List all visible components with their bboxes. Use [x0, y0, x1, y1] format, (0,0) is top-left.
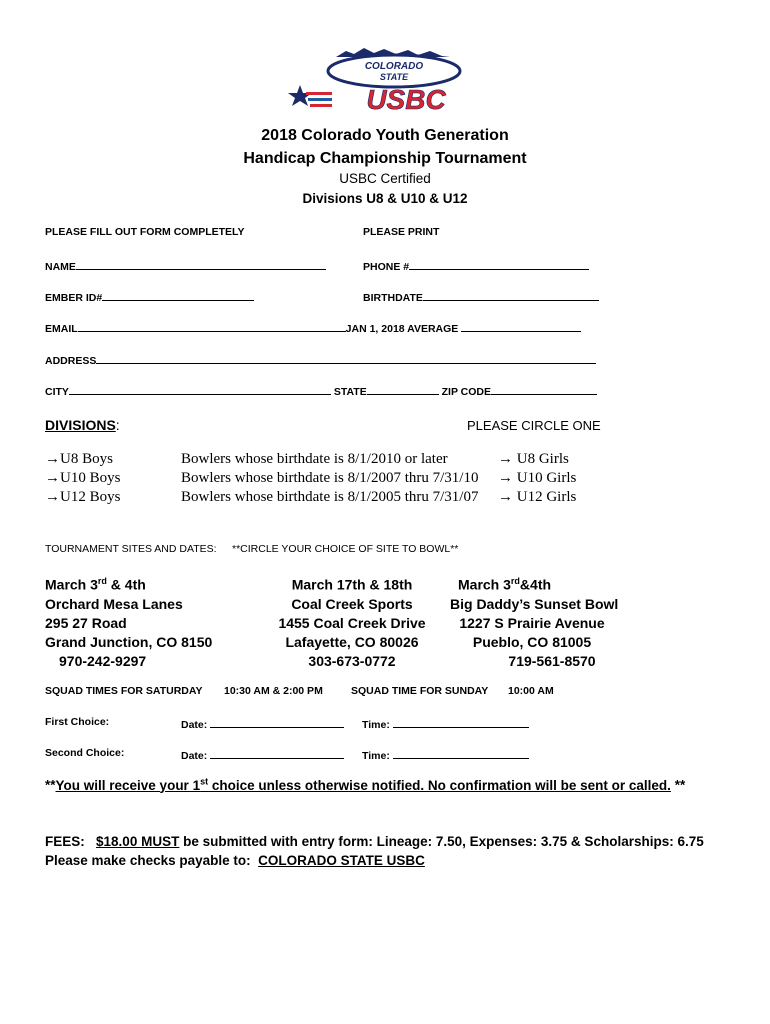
state-label: STATE — [333, 386, 367, 398]
address-field[interactable] — [45, 352, 596, 367]
phone-field[interactable] — [363, 258, 589, 273]
logo-graphic — [284, 45, 484, 113]
second-choice-time-field[interactable] — [362, 747, 529, 762]
site-date-2: March 3rd&4th — [458, 576, 552, 593]
division-boys-0: →U8 Boys — [45, 451, 113, 467]
star-icon — [288, 85, 312, 106]
site-venue-0: Orchard Mesa Lanes — [45, 595, 183, 612]
zip-label: ZIP CODE — [441, 386, 492, 398]
second-time-line[interactable] — [393, 747, 529, 759]
division-boys-2: →U12 Boys — [45, 489, 121, 505]
first-date-label: Date: — [181, 719, 208, 731]
logo-brand: USBC — [366, 84, 446, 113]
phone-line[interactable] — [409, 258, 589, 270]
saturday-squad-times: 10:30 AM & 2:00 PM — [224, 685, 323, 697]
payable-line — [45, 853, 425, 868]
site-date-1: March 17th & 18th — [291, 576, 413, 593]
name-label: NAME — [45, 261, 76, 273]
site-street-2: 1227 S Prairie Avenue — [459, 614, 605, 631]
second-choice-label: Second Choice: — [45, 747, 125, 759]
site-phone-1: 303-673-0772 — [308, 652, 396, 669]
title-line1: 2018 Colorado Youth Generation — [261, 127, 509, 144]
confirmation-notice: **You will receive your 1st choice unless otherwise notified. No confirmation will be sent or called. ** — [45, 776, 686, 793]
sunday-squad-label: SQUAD TIME FOR SUNDAY — [351, 685, 489, 697]
circle-one-text: PLEASE CIRCLE ONE — [467, 418, 601, 433]
fees-line — [45, 834, 704, 849]
sites-label: TOURNAMENT SITES AND DATES: — [45, 543, 217, 555]
zip-line[interactable] — [491, 383, 597, 395]
second-time-label: Time: — [362, 750, 390, 762]
address-line[interactable] — [96, 352, 596, 364]
fees-amount: $18.00 MUST — [96, 834, 180, 849]
site-phone-0: 970-242-9297 — [59, 652, 147, 669]
division-girls-2: → U12 Girls — [498, 489, 577, 505]
site-column-2 — [450, 572, 619, 671]
divisions-subtitle: Divisions U8 & U10 & U12 — [302, 191, 468, 206]
city-line[interactable] — [69, 383, 331, 395]
address-label: ADDRESS — [45, 355, 97, 367]
name-field[interactable] — [45, 258, 326, 273]
member-id-line[interactable] — [102, 289, 254, 301]
division-desc-1: Bowlers whose birthdate is 8/1/2007 thru 7/31/10 — [181, 470, 479, 486]
divisions-heading-text: DIVISIONS — [45, 417, 116, 433]
sites-circle-instruction: **CIRCLE YOUR CHOICE OF SITE TO BOWL** — [232, 543, 459, 555]
payable-label: Please make checks payable to: — [45, 853, 251, 868]
site-city-0: Grand Junction, CO 8150 — [45, 633, 213, 650]
site-venue-1: Coal Creek Sports — [291, 595, 413, 612]
email-label: EMAIL — [45, 323, 78, 335]
city-field[interactable] — [45, 383, 597, 398]
site-date-0: March 3rd & 4th — [45, 576, 146, 593]
division-girls-0: → U8 Girls — [498, 451, 569, 467]
average-label: JAN 1, 2018 AVERAGE — [345, 323, 459, 335]
site-venue-2: Big Daddy’s Sunset Bowl — [450, 595, 619, 612]
divisions-heading-colon: : — [115, 417, 120, 433]
site-column-0 — [45, 572, 212, 671]
second-date-label: Date: — [181, 750, 208, 762]
second-date-line[interactable] — [210, 747, 344, 759]
first-time-line[interactable] — [393, 716, 529, 728]
birthdate-label: BIRTHDATE — [363, 292, 423, 304]
payee-name: COLORADO STATE USBC — [258, 853, 425, 868]
site-street-1: 1455 Coal Creek Drive — [278, 614, 426, 631]
divisions-heading — [45, 417, 120, 433]
state-line[interactable] — [367, 383, 439, 395]
title-line2: Handicap Championship Tournament — [243, 150, 527, 167]
logo-line2: STATE — [379, 72, 409, 82]
print-instruction: PLEASE PRINT — [363, 226, 440, 238]
first-choice-time-field[interactable] — [362, 716, 529, 731]
fees-label: FEES: — [45, 834, 85, 849]
fees-rest: be submitted with entry form: Lineage: 7.50, Expenses: 3.75 & Scholarships: 6.75 — [179, 834, 704, 849]
site-phone-2: 719-561-8570 — [508, 652, 596, 669]
logo-line1: COLORADO — [364, 61, 424, 72]
site-street-0: 295 27 Road — [45, 614, 127, 631]
division-boys-1: →U10 Boys — [45, 470, 121, 486]
email-line[interactable] — [78, 320, 346, 332]
first-date-line[interactable] — [210, 716, 344, 728]
division-desc-0: Bowlers whose birthdate is 8/1/2010 or later — [181, 451, 448, 467]
birthdate-field[interactable] — [363, 289, 599, 304]
division-girls-1: → U10 Girls — [498, 470, 577, 486]
division-desc-2: Bowlers whose birthdate is 8/1/2005 thru 7/31/07 — [181, 489, 479, 505]
first-choice-label: First Choice: — [45, 716, 110, 728]
sunday-squad-time: 10:00 AM — [508, 685, 554, 697]
site-city-1: Lafayette, CO 80026 — [285, 633, 419, 650]
saturday-squad-label: SQUAD TIMES FOR SATURDAY — [45, 685, 203, 697]
average-line[interactable] — [461, 320, 581, 332]
first-time-label: Time: — [362, 719, 390, 731]
fill-out-instruction: PLEASE FILL OUT FORM COMPLETELY — [45, 226, 245, 238]
birthdate-line[interactable] — [423, 289, 599, 301]
email-field[interactable] — [45, 320, 581, 335]
site-column-1 — [276, 572, 428, 671]
name-line[interactable] — [76, 258, 326, 270]
colorado-state-usbc-logo — [284, 45, 484, 118]
city-label: CITY — [45, 386, 69, 398]
site-city-2: Pueblo, CO 81005 — [472, 633, 592, 650]
phone-label: PHONE # — [363, 261, 410, 273]
certified-text: USBC Certified — [339, 171, 431, 186]
member-id-label: EMBER ID# — [45, 292, 103, 304]
second-choice-date-field[interactable] — [181, 747, 344, 762]
first-choice-date-field[interactable] — [181, 716, 344, 731]
member-id-field[interactable] — [45, 289, 254, 304]
